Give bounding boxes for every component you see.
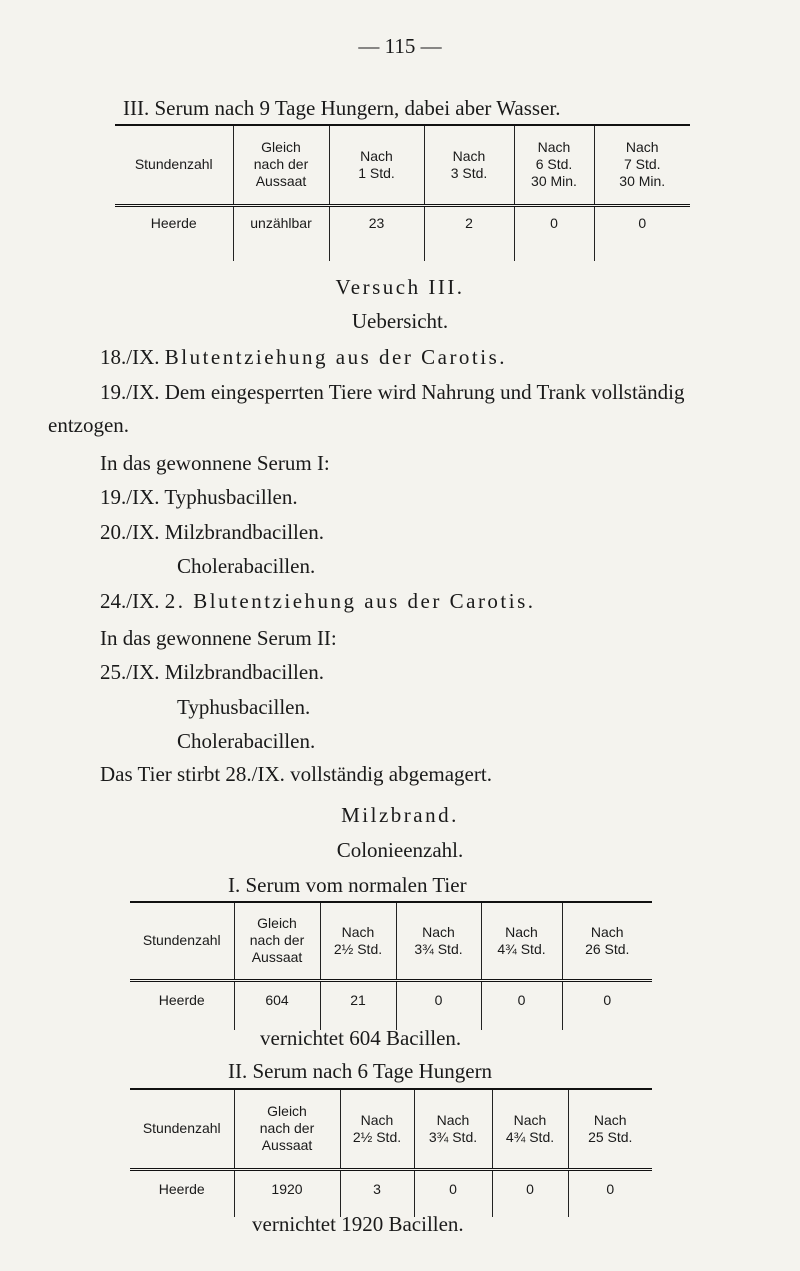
table-cell: unzählbar [233, 205, 329, 261]
entry-line [100, 485, 298, 510]
entry-line [100, 380, 684, 405]
header-cell: Nach 3¾ Std. [396, 902, 481, 980]
entry-text: Blutentziehung aus der Carotis. [164, 345, 508, 369]
table-i-header-row [130, 902, 652, 980]
header-cell: Stundenzahl [142, 932, 221, 949]
colonieenzahl-title: Colonieenzahl. [336, 838, 464, 862]
header-cell: Nach 26 Std. [562, 902, 652, 980]
table-cell: 0 [562, 980, 652, 1030]
table-cell: 0 [492, 1169, 568, 1217]
entry-line [100, 345, 507, 370]
table-cell: 2 [424, 205, 514, 261]
header-cell: Stundenzahl [142, 1120, 221, 1137]
header-cell: Nach 25 Std. [568, 1089, 652, 1169]
table-row [130, 980, 652, 1030]
entry-date: 19./IX. [100, 485, 160, 509]
entry-line [177, 554, 315, 579]
entry-line [177, 695, 310, 720]
entry-line [100, 589, 536, 614]
entry-text: 2. Blutentziehung aus der Carotis. [164, 589, 536, 613]
entry-line [100, 520, 324, 545]
table-i-caption: I. Serum vom normalen Tier [228, 873, 467, 897]
entry-text: Milzbrandbacillen. [164, 660, 324, 684]
entry-date: 20./IX. [100, 520, 160, 544]
table-cell: 0 [414, 1169, 492, 1217]
header-cell: Gleich nach der Aussaat [234, 1089, 340, 1169]
table-cell: 1920 [234, 1169, 340, 1217]
entry-line [100, 660, 324, 685]
entry-text: Cholerabacillen. [177, 554, 316, 578]
entry-text: Typhusbacillen. [164, 485, 298, 509]
table-row [115, 205, 690, 261]
table-row [130, 1169, 652, 1217]
table-cell: 0 [594, 205, 690, 261]
versuch-title: Versuch III. [335, 275, 465, 299]
table-iii-header-row [115, 125, 690, 205]
entry-text: Dem eingesperrten Tiere wird Nahrung und Trank vollständig [164, 380, 685, 404]
table-ii-header-row [130, 1089, 652, 1169]
header-cell: Nach 4¾ Std. [481, 902, 562, 980]
entry-date: 18./IX. [100, 345, 160, 369]
header-cell: Nach 1 Std. [329, 125, 424, 205]
table-cell: 0 [568, 1169, 652, 1217]
table-cell: 0 [481, 980, 562, 1030]
entry-text: Typhusbacillen. [177, 695, 311, 719]
header-cell: Gleich nach der Aussaat [233, 125, 329, 205]
entry-line [100, 762, 492, 787]
header-cell: Gleich nach der Aussaat [234, 902, 320, 980]
entry-date: 24./IX. [100, 589, 160, 613]
header-cell: Nach 3 Std. [424, 125, 514, 205]
uebersicht-title: Uebersicht. [351, 309, 449, 333]
table-ii-note: vernichtet 1920 Bacillen. [252, 1212, 464, 1236]
entry-text: Das Tier stirbt 28./IX. vollständig abgemagert. [100, 762, 492, 786]
header-cell: Nach 3¾ Std. [414, 1089, 492, 1169]
header-cell: Nach 2½ Std. [320, 902, 396, 980]
entry-text: entzogen. [48, 413, 130, 437]
entry-line [48, 413, 129, 438]
table-ii [130, 1088, 652, 1217]
entry-date: 25./IX. [100, 660, 160, 684]
entry-line [100, 451, 330, 476]
table-cell: 3 [340, 1169, 414, 1217]
entry-text: In das gewonnene Serum II: [100, 626, 337, 650]
entry-text: Cholerabacillen. [177, 729, 316, 753]
table-cell: 23 [329, 205, 424, 261]
header-cell: Nach 7 Std. 30 Min. [594, 125, 690, 205]
table-cell: Heerde [158, 1180, 205, 1197]
table-ii-caption: II. Serum nach 6 Tage Hungern [228, 1059, 493, 1083]
table-iii [115, 124, 690, 261]
entry-date: 19./IX. [100, 380, 160, 404]
table-cell: 21 [320, 980, 396, 1030]
page-number: — 115 — [358, 34, 442, 58]
table-cell: Heerde [150, 214, 197, 231]
entry-text: In das gewonnene Serum I: [100, 451, 330, 475]
entry-text: Milzbrandbacillen. [164, 520, 324, 544]
table-cell: 0 [514, 205, 594, 261]
milzbrand-title: Milzbrand. [341, 803, 459, 827]
entry-line [177, 729, 315, 754]
header-cell: Stundenzahl [134, 156, 213, 173]
header-cell: Nach 6 Std. 30 Min. [514, 125, 594, 205]
table-cell: 0 [396, 980, 481, 1030]
table-iii-caption: III. Serum nach 9 Tage Hungern, dabei aber Wasser. [123, 96, 561, 120]
table-cell: 604 [234, 980, 320, 1030]
table-i-note: vernichtet 604 Bacillen. [260, 1026, 462, 1050]
table-cell: Heerde [158, 991, 205, 1008]
header-cell: Nach 4¾ Std. [492, 1089, 568, 1169]
table-i [130, 901, 652, 1030]
entry-line [100, 626, 337, 651]
header-cell: Nach 2½ Std. [340, 1089, 414, 1169]
